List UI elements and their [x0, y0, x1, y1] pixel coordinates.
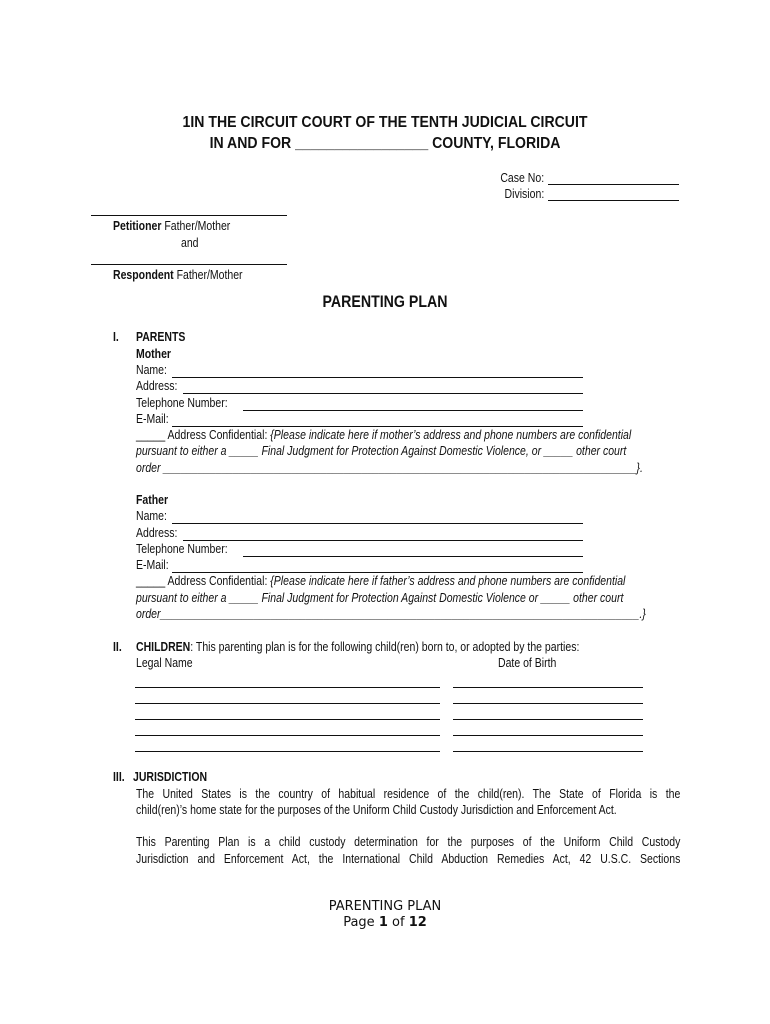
father-confidential-note-2: pursuant to either a _____ Final Judgment for Protection Against Domestic Violence or _____ other court: [136, 591, 624, 605]
mother-email-field[interactable]: [172, 426, 583, 427]
court-heading-line-2: IN AND FOR _________________ COUNTY, FLORIDA: [209, 135, 561, 152]
section-2-heading: CHILDREN: [136, 640, 191, 654]
father-confidential-note-1: {Please indicate here if father’s address and phone numbers are confidential: [270, 574, 626, 588]
child-name-field[interactable]: [135, 735, 440, 736]
mother-email-label: E-Mail:: [136, 412, 169, 426]
father-confidential-label: Address Confidential:: [167, 574, 268, 588]
section-3-heading: JURISDICTION: [133, 770, 208, 784]
mother-phone-field[interactable]: [243, 410, 583, 411]
father-phone-label: Telephone Number:: [136, 542, 228, 556]
father-name-field[interactable]: [172, 523, 583, 524]
footer-page-total: 12: [408, 915, 427, 930]
mother-confidential-note-1: {Please indicate here if mother’s address and phone numbers are confidential: [270, 428, 632, 442]
respondent-line: [113, 268, 243, 283]
child-dob-field[interactable]: [453, 751, 643, 752]
footer-page-number: [0, 915, 770, 931]
mother-address-label: Address:: [136, 379, 178, 393]
footer-page-word: Page: [343, 915, 375, 930]
petitioner-role: Father/Mother: [164, 219, 231, 233]
jurisdiction-paragraph-2-line-2: Jurisdiction and Enforcement Act, the International Child Abduction Remedies Act, 42 U.S.C. Sections: [136, 852, 681, 866]
mother-confidential-note-2: pursuant to either a _____ Final Judgment for Protection Against Domestic Violence, or _____ other court: [136, 444, 627, 458]
respondent-role: Father/Mother: [176, 268, 243, 282]
footer-title: PARENTING PLAN: [328, 899, 442, 914]
respondent-label: Respondent: [113, 268, 174, 282]
father-address-field[interactable]: [183, 540, 583, 541]
footer-of-word: of: [392, 915, 405, 930]
mother-confidential-note-3: order _________________________________________________________________________________}.: [136, 461, 643, 475]
mother-confidential-checkbox[interactable]: _____: [136, 428, 166, 442]
and-text: and: [181, 236, 199, 250]
court-heading-line-1: 1IN THE CIRCUIT COURT OF THE TENTH JUDICIAL CIRCUIT: [182, 114, 588, 131]
child-dob-field[interactable]: [453, 735, 643, 736]
footer-page-current: 1: [378, 915, 388, 930]
child-name-field[interactable]: [135, 719, 440, 720]
section-2-intro-line: [136, 640, 579, 655]
child-name-field[interactable]: [135, 751, 440, 752]
mother-confidential-line-1: [136, 428, 631, 443]
respondent-name-field[interactable]: [91, 264, 287, 265]
father-confidential-note-3: order__________________________________________________________________________________.}: [136, 607, 646, 621]
mother-phone-label: Telephone Number:: [136, 396, 228, 410]
petitioner-name-field[interactable]: [91, 215, 287, 216]
child-dob-field[interactable]: [453, 719, 643, 720]
child-dob-field[interactable]: [453, 703, 643, 704]
section-2-intro: : This parenting plan is for the following child(ren) born to, or adopted by the parties:: [190, 640, 580, 654]
father-phone-field[interactable]: [243, 556, 583, 557]
case-no-field[interactable]: [548, 184, 679, 185]
jurisdiction-paragraph-1-line-2: child(ren)’s home state for the purposes of the Uniform Child Custody Jurisdiction and Enforcement Act.: [136, 803, 617, 817]
mother-name-label: Name:: [136, 363, 167, 377]
child-dob-field[interactable]: [453, 687, 643, 688]
father-name-label: Name:: [136, 509, 167, 523]
father-confidential-line-1: [136, 574, 625, 589]
section-1-numeral: I.: [113, 330, 119, 344]
division-field[interactable]: [548, 200, 679, 201]
division-label: Division:: [504, 187, 544, 201]
section-3-numeral: III.: [113, 770, 125, 784]
petitioner-label: Petitioner: [113, 219, 162, 233]
mother-address-field[interactable]: [183, 393, 583, 394]
case-no-label: Case No:: [500, 171, 544, 185]
document-title: PARENTING PLAN: [322, 293, 448, 311]
date-of-birth-column-header: Date of Birth: [498, 656, 557, 670]
father-heading: Father: [136, 493, 169, 507]
father-address-label: Address:: [136, 526, 178, 540]
legal-name-column-header: Legal Name: [136, 656, 193, 670]
child-name-field[interactable]: [135, 687, 440, 688]
child-name-field[interactable]: [135, 703, 440, 704]
section-2-numeral: II.: [113, 640, 122, 654]
jurisdiction-paragraph-1-line-1: The United States is the country of habitual residence of the child(ren). The State of Florida is the: [136, 787, 681, 801]
jurisdiction-paragraph-2-line-1: This Parenting Plan is a child custody determination for the purposes of the Uniform Child Custody: [136, 835, 681, 849]
mother-name-field[interactable]: [172, 377, 583, 378]
section-1-heading: PARENTS: [136, 330, 186, 344]
father-email-label: E-Mail:: [136, 558, 169, 572]
petitioner-line: [113, 219, 230, 234]
mother-confidential-label: Address Confidential:: [167, 428, 268, 442]
father-confidential-checkbox[interactable]: _____: [136, 574, 166, 588]
mother-heading: Mother: [136, 347, 172, 361]
father-email-field[interactable]: [172, 572, 583, 573]
